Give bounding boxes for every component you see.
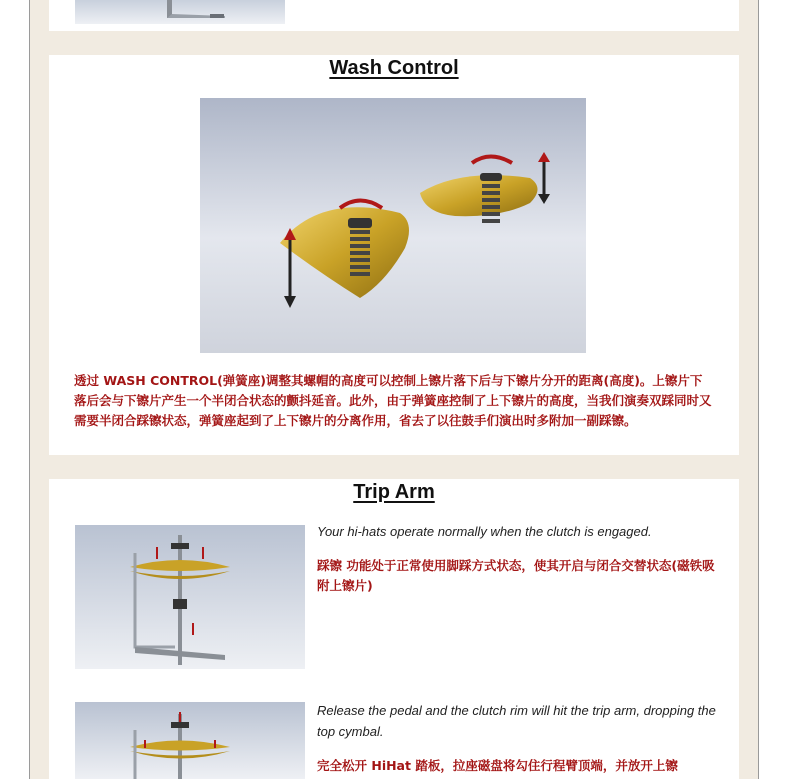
trip-arm-step2-chinese: 完全松开 HiHat 踏板，拉座磁盘将勾住行程臂顶端，并放开上镲 bbox=[317, 758, 678, 773]
wash-control-title: Wash Control bbox=[329, 57, 459, 79]
trip-arm-engaged-image bbox=[75, 525, 305, 669]
wash-control-image bbox=[200, 98, 586, 353]
trip-arm-step2-english: Release the pedal and the clutch rim will hit the trip arm, dropping the top cymbal. bbox=[317, 703, 716, 739]
wash-control-description: 透过 WASH CONTROL(弹簧座)调整其螺帽的高度可以控制上镲片落下后与下镲片分开的距离(高度)。上镲片下落后会与下镲片产生一个半闭合状态的颤抖延音。此外，由于弹簧座控制了上下镲片的高度，当我们演奏双踩同时又需要半闭合踩镲状态，弹簧座起到了上下镲片的分离作用，省去了以往鼓手们演出时多附加一副踩镲。 bbox=[74, 373, 712, 428]
page-border-left bbox=[29, 0, 30, 779]
trip-arm-step1-english: Your hi-hats operate normally when the clutch is engaged. bbox=[317, 524, 652, 539]
trip-arm-step1-chinese: 踩镲 功能处于正常使用脚踩方式状态，使其开启与闭合交替状态(磁铁吸附上镲片) bbox=[317, 558, 715, 593]
previous-section-image bbox=[75, 0, 285, 24]
trip-arm-title: Trip Arm bbox=[353, 481, 435, 503]
wash-control-section bbox=[49, 55, 739, 455]
previous-section-card bbox=[49, 0, 739, 31]
page-border-right bbox=[758, 0, 759, 779]
trip-arm-section bbox=[49, 479, 739, 779]
trip-arm-released-image bbox=[75, 702, 305, 779]
